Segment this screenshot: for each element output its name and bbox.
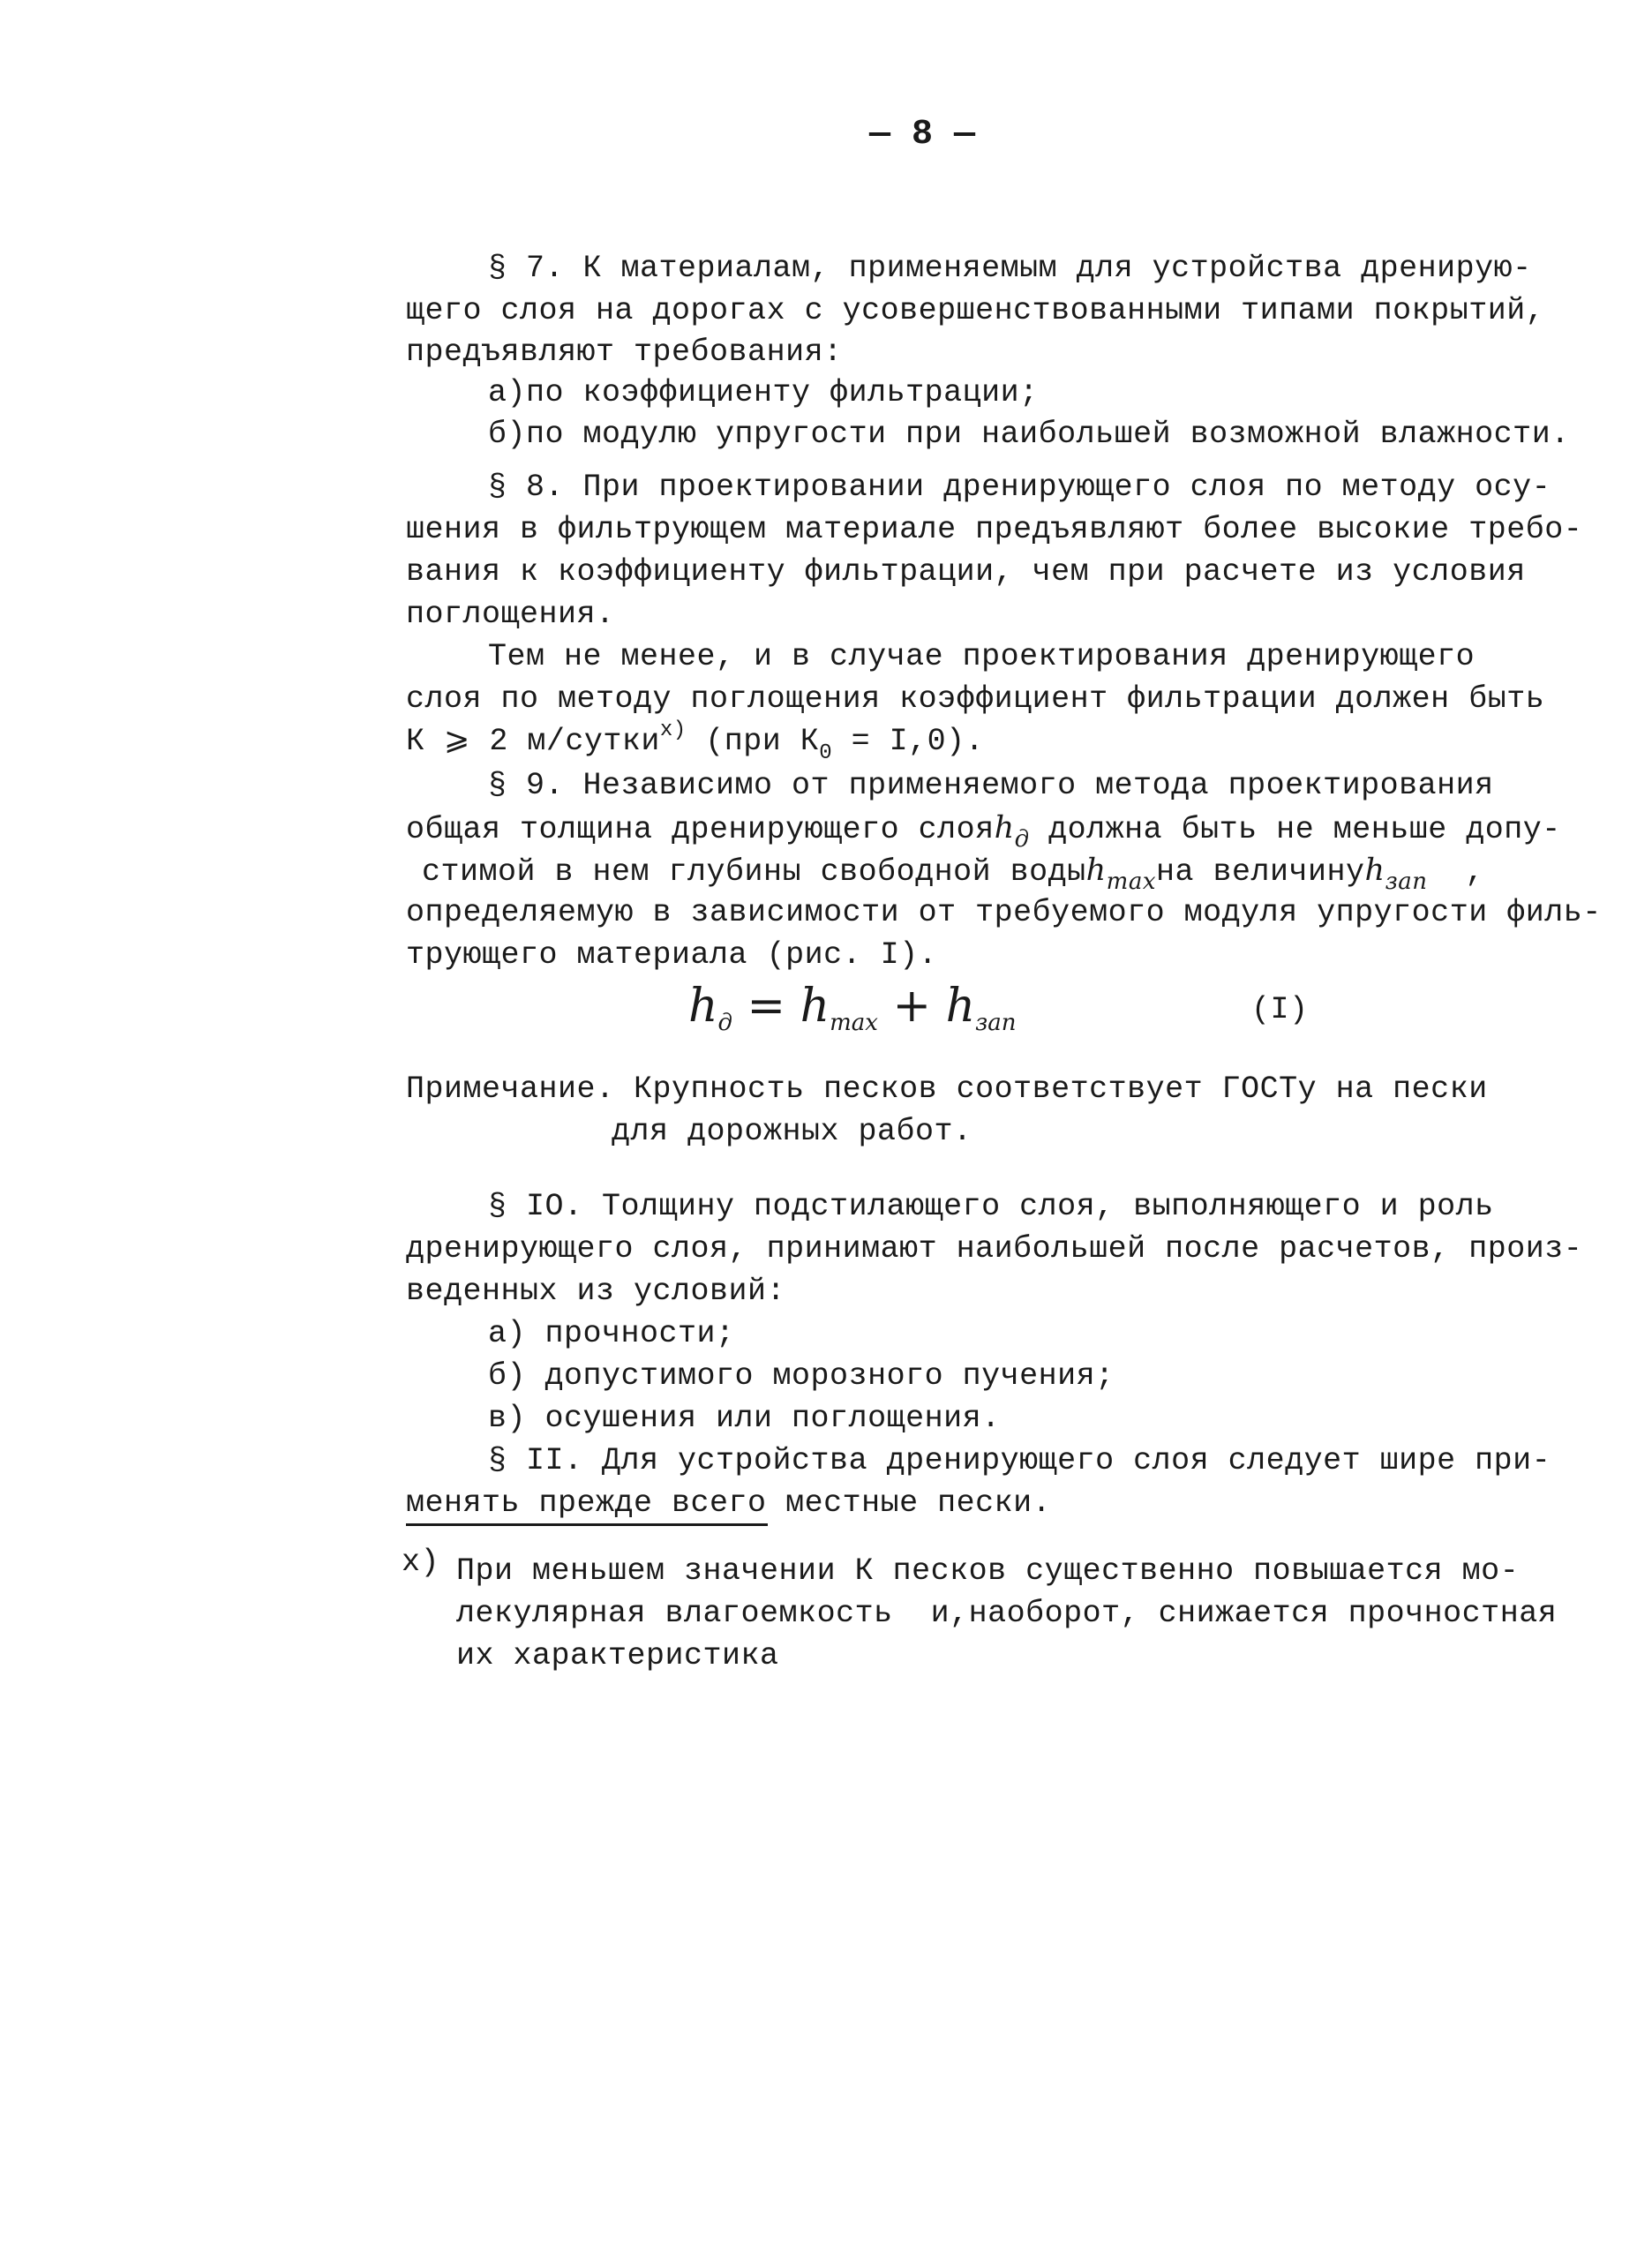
section7-line1: § 7. К материалам, применяемым для устройства дренирую- <box>488 251 1532 286</box>
section10-line3: веденных из условий: <box>406 1274 786 1309</box>
footnote-ref-x: x) <box>659 718 687 742</box>
section11-line1: § II. Для устройства дренирующего слоя следует шире при- <box>488 1443 1551 1478</box>
section9-line3-text-a: стимой в нем глубины свободной воды <box>422 854 1086 890</box>
footnote-line2: лекулярная влагоемкость и,наоборот, снижается прочностная <box>456 1596 1558 1631</box>
filtration-condition-text: К ⩾ 2 м/сутки <box>406 724 660 759</box>
note-line1: Примечание. Крупность песков соответствует ГОСТу на пески <box>406 1071 1488 1107</box>
section9-line2-text-b: должна быть не меньше допу- <box>1029 812 1561 847</box>
section8-p2-line3 <box>406 718 985 765</box>
section8-p2-line2: слоя по методу поглощения коэффициент фильтрации должен быть <box>406 681 1545 717</box>
footnote-marker: x) <box>402 1545 440 1580</box>
section10-line2: дренирующего слоя, принимают наибольшей после расчетов, произ- <box>406 1231 1583 1267</box>
footnote-line1: При меньшем значении К песков существенно повышается мо- <box>456 1553 1520 1589</box>
section9-line2 <box>406 808 1561 853</box>
section9-line3-text-b: на величину <box>1156 854 1365 890</box>
symbol-h-d: $h_д$ <box>994 810 1030 853</box>
section9-line5: трующего материала (рис. I). <box>406 937 938 973</box>
k0-text: (при К <box>686 724 820 759</box>
footnote-line3: их характеристика <box>456 1638 779 1673</box>
section10-line1: § IO. Толщину подстилающего слоя, выполняющего и роль <box>488 1189 1494 1224</box>
section8-line2: шения в фильтрующем материале предъявляют более высокие требо- <box>406 512 1583 547</box>
section9-line2-text-a: общая толщина дренирующего слоя <box>406 812 995 847</box>
section7-item-b: б)по модулю упругости при наибольшей возможной влажности. <box>488 417 1570 452</box>
section8-line1: § 8. При проектировании дренирующего слоя по методу осу- <box>488 470 1551 505</box>
section10-item-b: б) допустимого морозного пучения; <box>488 1358 1115 1394</box>
section10-item-c: в) осушения или поглощения. <box>488 1401 1001 1436</box>
section9-line1: § 9. Независимо от применяемого метода проектирования <box>488 768 1494 803</box>
section10-item-a: а) прочности; <box>488 1316 735 1351</box>
section9-line4: определяемую в зависимости от требуемого модуля упругости филь- <box>406 895 1602 930</box>
symbol-h-max: $h_{max}$ <box>1085 853 1156 895</box>
k0-subscript: 0 <box>819 741 833 765</box>
section9-line3-text-c: , <box>1427 854 1485 890</box>
formula-number: (I) <box>1251 992 1309 1027</box>
note-line2: для дорожных работ. <box>612 1114 972 1149</box>
page-number: — 8 — <box>869 115 976 154</box>
section8-line3: вания к коэффициенту фильтрации, чем при расчете из условия <box>406 554 1526 590</box>
formula-1: hд = hmax + hзап <box>688 980 1017 1036</box>
section7-line2: щего слоя на дорогах с усовершенствованными типами покрытий, <box>406 293 1545 328</box>
section9-line3 <box>422 851 1485 895</box>
k0-value: = I,0). <box>832 724 985 759</box>
symbol-h-zap: $h_{зап}$ <box>1364 853 1428 895</box>
section8-p2-line1: Тем не менее, и в случае проектирования дренирующего <box>488 639 1476 674</box>
footnote-separator <box>406 1523 768 1526</box>
section11-line2: менять прежде всего местные пески. <box>406 1485 1052 1521</box>
section7-line3: предъявляют требования: <box>406 335 843 370</box>
section8-line4: поглощения. <box>406 597 615 632</box>
section7-item-a: а)по коэффициенту фильтрации; <box>488 375 1039 410</box>
